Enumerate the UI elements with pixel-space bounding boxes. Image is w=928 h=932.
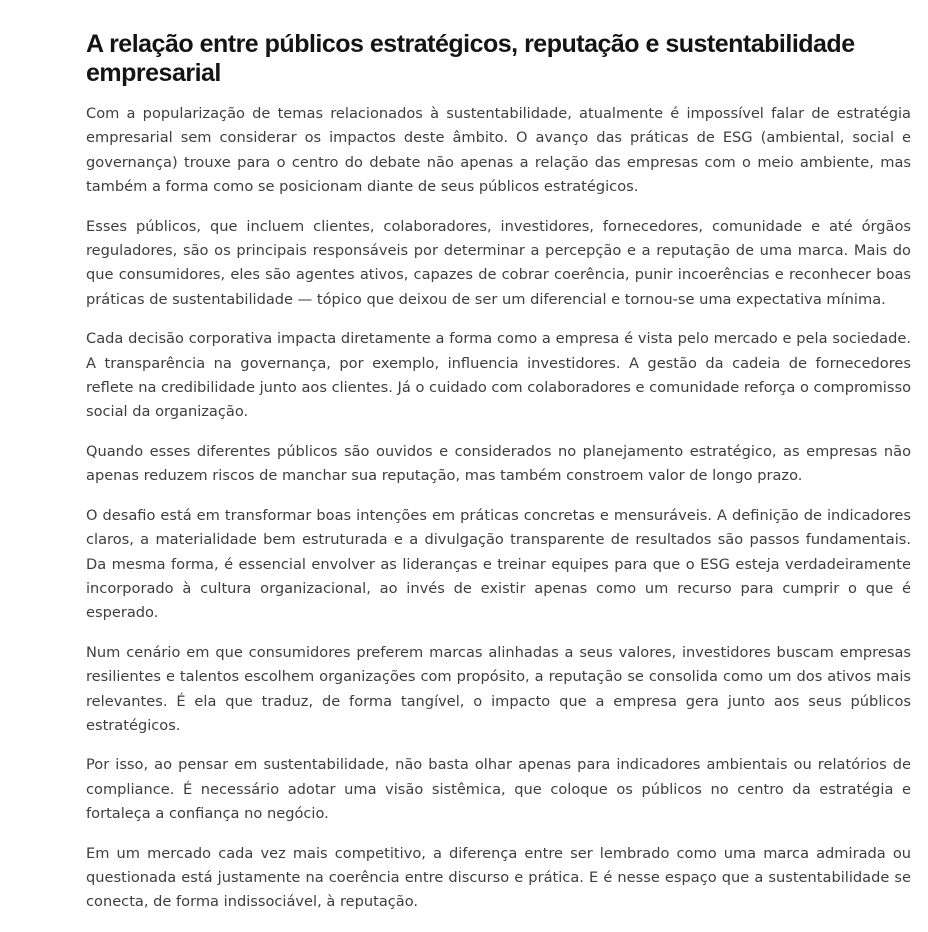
article-paragraph: Esses públicos, que incluem clientes, colaboradores, investidores, fornecedores, comunidade e até órgãos reguladores, são os principais responsáveis por determinar a percepção e a reputação de uma marca. Mais do que consumidores, eles são agentes ativos, capazes de cobrar coerência, punir incoerências e reconhecer boas práticas de sustentabilidade — tópico que deixou de ser um diferencial e tornou-se uma expectativa mínima. [86,217,911,308]
article-paragraph: Quando esses diferentes públicos são ouvidos e considerados no planejamento estratégico, as empresas não apenas reduzem riscos de manchar sua reputação, mas também constroem valor de longo prazo. [86,442,911,485]
article-paragraph: Com a popularização de temas relacionados à sustentabilidade, atualmente é impossível falar de estratégia empresarial sem considerar os impactos deste âmbito. O avanço das práticas de ESG (ambiental, social e governança) trouxe para o centro do debate não apenas a relação das empresas com o meio ambiente, mas também a forma como se posicionam diante de seus públicos estratégicos. [86,105,911,196]
article-title: A relação entre públicos estratégicos, reputação e sustentabilidade empresarial [86,30,855,87]
article [86,30,911,930]
article-paragraph: Num cenário em que consumidores preferem marcas alinhadas a seus valores, investidores buscam empresas resilientes e talentos escolhem organizações com propósito, a reputação se consolida como um dos ativos mais relevantes. É ela que traduz, de forma tangível, o impacto que a empresa gera junto aos seus públicos estratégicos. [86,643,911,734]
article-paragraph: O desafio está em transformar boas intenções em práticas concretas e mensuráveis. A definição de indicadores claros, a materialidade bem estruturada e a divulgação transparente de resultados são passos fundamentais. Da mesma forma, é essencial envolver as lideranças e treinar equipes para que o ESG esteja verdadeiramente incorporado à cultura organizacional, ao invés de existir apenas como um recurso para cumprir o que é esperado. [86,506,911,622]
article-paragraph: Em um mercado cada vez mais competitivo, a diferença entre ser lembrado como uma marca admirada ou questionada está justamente na coerência entre discurso e prática. E é nesse espaço que a sustentabilidade se conecta, de forma indissociável, à reputação. [86,844,911,911]
article-paragraph: Por isso, ao pensar em sustentabilidade, não basta olhar apenas para indicadores ambientais ou relatórios de compliance. É necessário adotar uma visão sistêmica, que coloque os públicos no centro da estratégia e fortaleça a confiança no negócio. [86,756,911,823]
article-paragraph: Cada decisão corporativa impacta diretamente a forma como a empresa é vista pelo mercado e pela sociedade. A transparência na governança, por exemplo, influencia investidores. A gestão da cadeia de fornecedores reflete na credibilidade junto aos clientes. Já o cuidado com colaboradores e comunidade reforça o compromisso social da organização. [86,330,911,421]
